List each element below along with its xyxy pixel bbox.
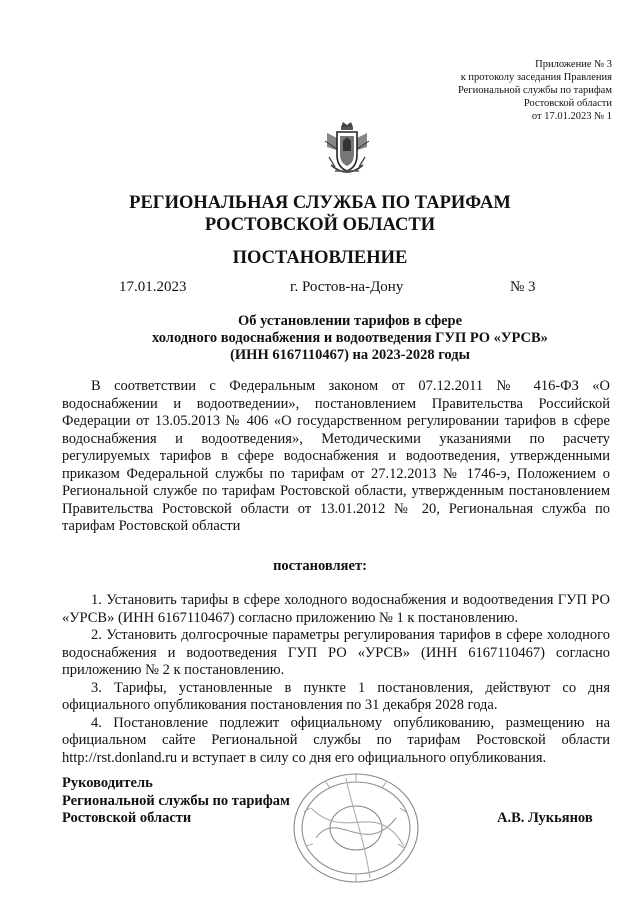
organization-name-line: РЕГИОНАЛЬНАЯ СЛУЖБА ПО ТАРИФАМ [129,193,511,213]
subject-line: Об установлении тарифов в сфере [237,313,463,329]
official-seal-icon [286,768,426,888]
annex-line: к протоколу заседания Правления [460,72,612,83]
organization-name [0,192,640,236]
annex-line: Приложение № 3 [535,59,612,70]
subject-line: холодного водоснабжения и водоотведения ГУП РО «УРСВ» [152,330,548,346]
decree-item: 3. Тарифы, установленные в пункте 1 постановления, действуют со дня официального опубликования постановления по 31 декабря 2028 года. [62,679,610,713]
signatory-title [62,775,290,828]
decree-word: постановляет: [273,558,367,574]
document-number: № 3 [510,279,536,295]
signatory-name: А.В. Лукьянов [497,810,593,826]
annex-line: Региональной службы по тарифам [457,85,612,96]
decree-items [62,592,610,767]
annex-line: от 17.01.2023 № 1 [531,111,612,122]
document-type: ПОСТАНОВЛЕНИЕ [232,248,408,268]
decree-item: 1. Установить тарифы в сфере холодного водоснабжения и водоотведения ГУП РО «УРСВ» (ИНН 6167110467) согласно приложению № 1 к постановлению. [62,592,610,626]
document-date: 17.01.2023 [119,279,187,295]
preamble-paragraph: В соответствии с Федеральным законом от 07.12.2011 № 416-ФЗ «О водоснабжении и водоотведении», постановлением Правительства Российской Федерации от 13.05.2013 № 406 «О государственном регулировании тарифов в сфере водоснабжения и водоотведения», Методическими указаниями по расчету регулируемых тарифов в сфере водоснабжения и водоотведения, утвержденными приказом Федеральной службы по тарифам от 27.12.2013 № 1746-э, Положением о Региональной службе по тарифам Ростовской области, утвержденным постановлением Правительства Ростовской области от 13.01.2012 № 20, Региональная служба по тарифам Ростовской области [62,378,610,534]
decree-item: 4. Постановление подлежит официальному опубликованию, размещению на официальном сайте Региональной службы по тарифам Ростовской области http://rst.donland.ru и вступает в силу со дня его официального опубликования. [62,714,610,766]
coat-of-arms-icon [321,121,373,179]
annex-line: Ростовской области [523,98,612,109]
organization-name-line: РОСТОВСКОЙ ОБЛАСТИ [204,215,436,235]
signatory-title-line: Региональной службы по тарифам [62,792,290,809]
document-city: г. Ростов-на-Дону [290,279,404,295]
subject-line: (ИНН 6167110467) на 2023-2028 годы [230,347,470,363]
annex-note [458,58,612,123]
signatory-title-line: Ростовской области [62,810,192,826]
signatory-title-line: Руководитель [62,775,153,791]
document-subject [110,313,590,364]
decree-item: 2. Установить долгосрочные параметры регулирования тарифов в сфере холодного водоснабжения и водоотведения ГУП РО «УРСВ» (ИНН 6167110467) согласно приложению № 2 к постановлению. [62,627,610,678]
